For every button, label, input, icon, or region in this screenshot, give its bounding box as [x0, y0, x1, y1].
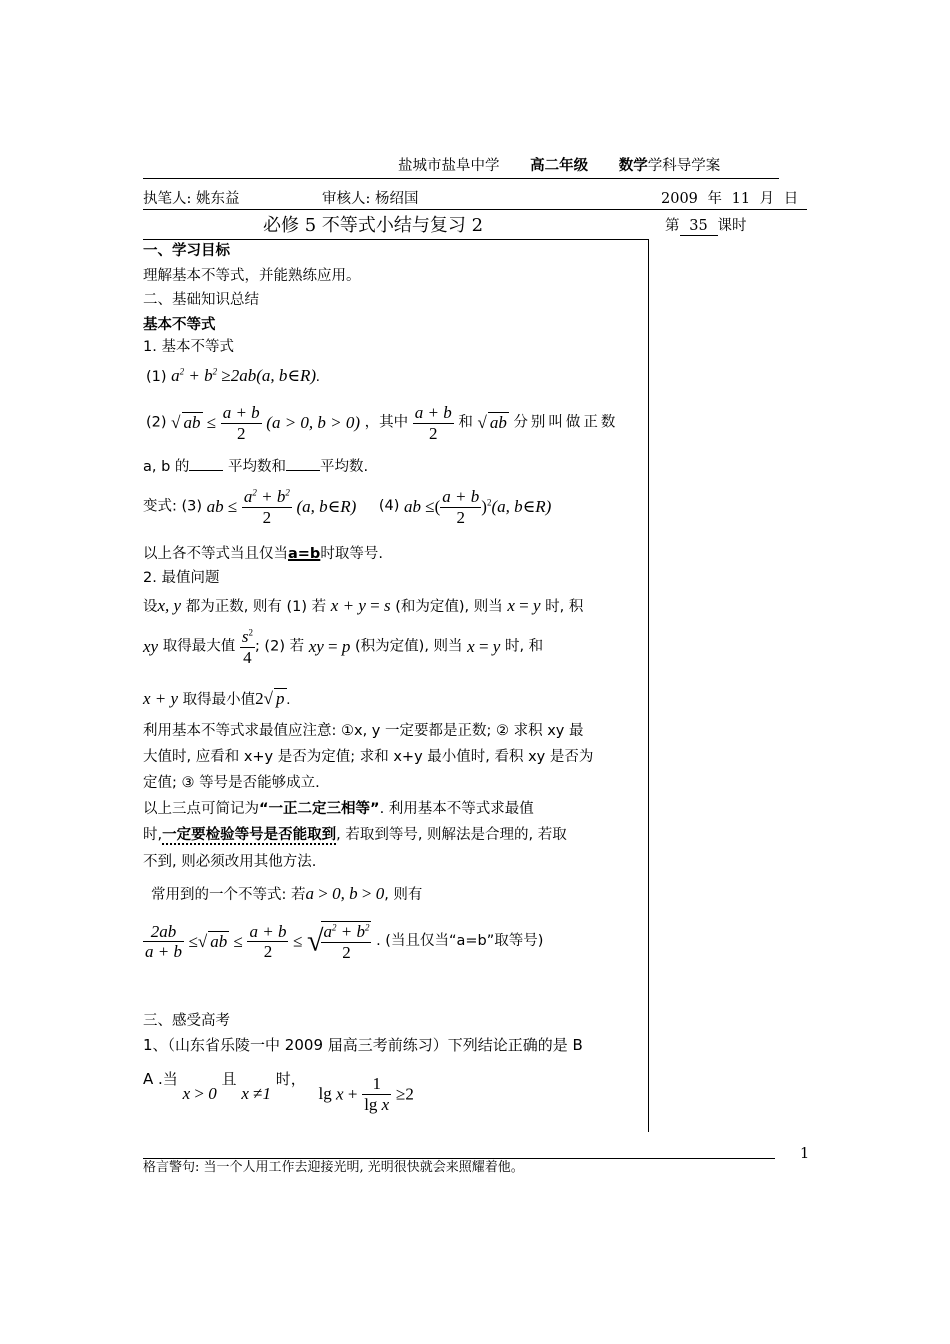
- note-line-3: 定值; ③ 等号是否能够成立.: [143, 775, 320, 791]
- inequality-chain: $\frac{2ab}{a + b}$ ≤√ ab ≤ $\frac{a + b}{2}$ ≤ √ $\frac{a^2 + b^2}{2}$ . (当且仅当“a=b”取等号): [145, 921, 544, 962]
- school-name: 盐城市盐阜中学: [398, 158, 500, 174]
- equality-condition: a=b: [288, 546, 321, 562]
- page-number: 1: [800, 1146, 810, 1162]
- subject-bold: 数学: [618, 157, 648, 174]
- mnemonic: “一正二定三相等”: [259, 801, 380, 817]
- section-3-title: 三、感受高考: [143, 1013, 230, 1029]
- reviewer: 审核人: 杨绍国: [322, 191, 419, 207]
- equality-note: 以上各不等式当且仅当a=b时取等号.: [143, 546, 383, 562]
- date: 2009 年 11 月 日: [661, 191, 799, 207]
- formula-1: (1) $a^2 + b^2 \ge 2ab(a$, b∈R).: [146, 366, 320, 385]
- question-1: 1、（山东省乐陵一中 2009 届高三考前练习）下列结论正确的是 B: [143, 1036, 583, 1054]
- extremum-line-1: 设x, y 都为正数, 则有 (1) 若 x + y = s (和为定值), 则当 x = y 时, 积: [143, 596, 584, 615]
- note-line-1: 利用基本不等式求最值应注意: ①x, y 一定要都是正数; ② 求积 xy 最: [143, 723, 584, 739]
- emphasis-check-equality: 一定要检验等号是否能取到: [162, 827, 337, 843]
- lesson-number: 35: [680, 218, 718, 236]
- footer-motto: 格言警句: 当一个人用工作去迎接光明, 光明很快就会来照耀着他。: [143, 1160, 524, 1175]
- note-line-6: 不到, 则必须改用其他方法.: [143, 854, 317, 870]
- content-rule: [143, 239, 649, 240]
- footer-rule: [143, 1158, 775, 1159]
- item-2-heading: 2. 最值问题: [143, 570, 220, 586]
- grade: 高二年级: [530, 157, 589, 174]
- section-1-text: 理解基本不等式，并能熟练应用。: [143, 268, 361, 284]
- common-inequality-intro: 常用到的一个不等式: 若a > 0, b > 0, 则有: [151, 884, 423, 903]
- page-title: 必修 5 不等式小结与复习 2: [263, 215, 484, 236]
- note-line-2: 大值时, 应看和 x+y 是否为定值; 求和 x+y 最小值时, 看积 xy 是否为: [143, 749, 594, 765]
- lesson-count: 第 35 课时: [665, 218, 747, 236]
- formula-2: (2) √ ab ≤ $\frac{a + b}{2}$ (a > 0, b > 0) ，其中 $\frac{a + b}{2}$ 和 √ ab 分别叫做正数: [146, 403, 619, 443]
- option-a: A .当 x > 0 且 x ≠1 时， lg x + $\frac{1}{\text{lg x}}$ ≥2: [143, 1070, 414, 1114]
- header-rule-top: [143, 178, 779, 179]
- author: 执笔人: 姚东益: [143, 191, 240, 207]
- section-1-title: 一、学习目标: [143, 243, 230, 259]
- extremum-line-3: x + y 取得最小值2√ p .: [143, 689, 291, 708]
- subject-rest: 学科导学案: [647, 158, 721, 174]
- note-line-5: 时,一定要检验等号是否能取到, 若取到等号, 则解法是合理的, 若取: [143, 827, 567, 843]
- column-divider: [648, 239, 649, 1132]
- blank-2[interactable]: [286, 458, 320, 471]
- variant-formulas: 变式: (3) ab ≤ $\frac{a^2 + b^2}{2}$ (a, b∈R) (4) ab ≤( $\frac{a + b}{2}$ )$^2$(a, b∈R): [143, 487, 552, 527]
- blank-1[interactable]: [189, 458, 223, 471]
- note-line-4: 以上三点可简记为“一正二定三相等”. 利用基本不等式求最值: [143, 801, 534, 817]
- header-school-line: [398, 157, 720, 175]
- header-rule-bottom: [143, 209, 807, 210]
- mean-blanks: a, b 的 平均数和 平均数.: [143, 459, 369, 475]
- item-1-heading: 1. 基本不等式: [143, 339, 234, 355]
- section-2-title: 二、基础知识总结: [143, 292, 259, 308]
- extremum-line-2: xy 取得最大值 $\frac{s^2}{4}$ ; (2) 若 xy = p (积为定值), 则当 x = y 时, 和: [143, 627, 544, 667]
- section-2-subtitle: 基本不等式: [143, 317, 216, 333]
